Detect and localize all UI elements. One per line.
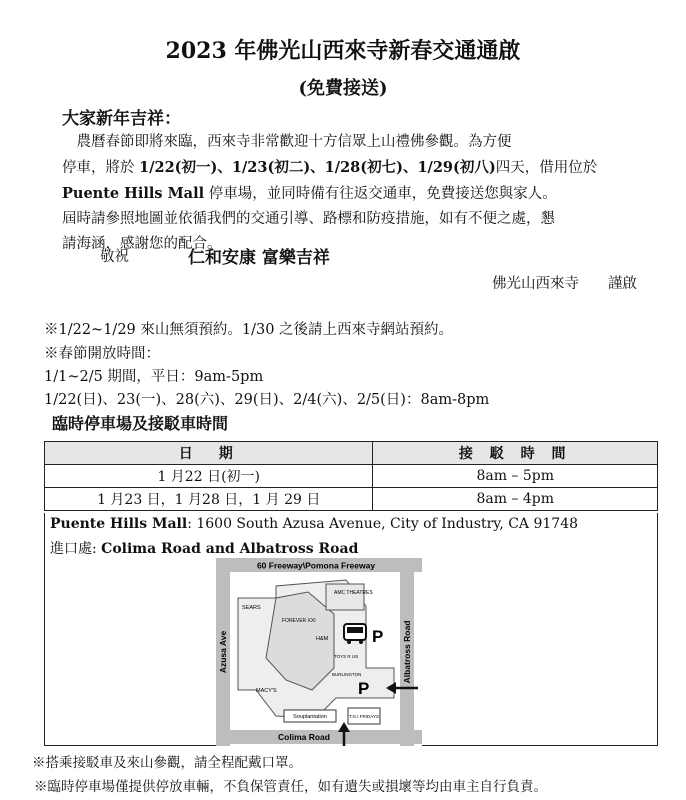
para-line-2-post: 四天，借用位於 [495, 160, 598, 176]
regards: 敬祝 [100, 249, 129, 265]
colima-label: Colima Road [278, 732, 330, 742]
header-date: 日 期 [45, 442, 373, 465]
freeway-label: 60 Freeway\Pomona Freeway [256, 560, 376, 571]
para-line-1 [62, 130, 662, 155]
azusa-label: Azusa Ave [218, 630, 228, 674]
row-date: 1 月23 日，1 月28 日，1 月 29 日 [45, 488, 373, 511]
table-row [45, 488, 658, 511]
store-hm: H&M [316, 636, 329, 642]
mall-name-inline: Puente Hills Mall [62, 185, 205, 202]
parking-p-lower: P [358, 679, 370, 698]
row-time: 8am – 4pm [373, 488, 658, 511]
para-line-3 [62, 181, 662, 207]
mall-address [50, 516, 578, 532]
signature: 佛光山西來寺 謹啟 [492, 276, 637, 292]
para-line-4: 屆時請參照地圖並依循我們的交通引導、路標和防疫措施，如有不便之處，懇 [62, 211, 555, 227]
store-amc: AMC THEATRES [334, 590, 373, 596]
note-hours-heading: ※春節開放時間： [44, 346, 160, 362]
note-reservation: ※1/22~1/29 來山無須預約。1/30 之後請上西來寺網站預約。 [44, 322, 454, 338]
store-toysrus: TOYS R US [334, 654, 359, 659]
store-souplantation: Souplantation [293, 714, 327, 720]
para-line-2 [62, 155, 662, 181]
albatross-label: Albatross Road [402, 620, 412, 684]
amc-building [326, 584, 364, 610]
store-sears: SEARS [242, 605, 261, 611]
parking-p-upper: P [372, 627, 384, 646]
mall-name: Puente Hills Mall [50, 516, 188, 532]
mall-address-text: : 1600 South Azusa Avenue, City of Industry, CA 91748 [187, 516, 579, 532]
para-line-1-text: 農曆春節即將來臨，西來寺非常歡迎十方信眾上山禮佛參觀。為方便 [76, 134, 512, 150]
greeting: 大家新年吉祥： [62, 109, 181, 129]
parking-map [216, 558, 422, 746]
table-header-row [45, 442, 658, 465]
store-fridays: T.G.I FRIDAYS [349, 714, 379, 719]
store-macys: MACY'S [256, 688, 277, 694]
shuttle-schedule-table [44, 441, 658, 511]
footer-liability-note: ※臨時停車場僅提供停放車輛，不負保管責任，如有遺失或損壞等均由車主自行負責。 [34, 779, 547, 795]
intro-paragraph [62, 130, 662, 257]
service-dates: 1/22(初一)、1/23(初二)、1/28(初七)、1/29(初八) [139, 159, 496, 176]
store-forever21: FOREVER XXI [282, 618, 316, 624]
para-line-5: 請海涵，感謝您的配合。 [62, 236, 222, 252]
shuttle-bus-icon [344, 624, 366, 644]
note-holiday-hours: 1/22(日)、23(一)、28(六)、29(日)、2/4(六)、2/5(日)：8am-8pm [44, 392, 490, 408]
section-heading: 臨時停車場及接駁車時間 [52, 414, 229, 433]
page-subtitle: (免費接送) [298, 78, 388, 99]
page-title: 2023 年佛光山西來寺新春交通通啟 [165, 38, 521, 64]
row-date: 1 月22 日(初一) [45, 465, 373, 488]
para-line-2-pre: 停車，將於 [62, 160, 140, 176]
entrance-value: Colima Road and Albatross Road [101, 541, 359, 557]
header-shuttle-time: 接 駁 時 間 [373, 442, 658, 465]
store-burlington: BURLINGTON [332, 672, 362, 677]
note-weekday-hours: 1/1~2/5 期間，平日：9am-5pm [44, 369, 264, 385]
entrance-label: 進口處: [50, 541, 102, 557]
footer-mask-note: ※搭乘接駁車及來山參觀，請全程配戴口罩。 [32, 755, 302, 771]
table-row [45, 465, 658, 488]
mall-entrance [50, 538, 358, 558]
blessing: 仁和安康 富樂吉祥 [188, 248, 330, 268]
para-line-3-post: 停車場，並同時備有往返交通車，免費接送您與家人。 [204, 186, 557, 202]
row-time: 8am – 5pm [373, 465, 658, 488]
